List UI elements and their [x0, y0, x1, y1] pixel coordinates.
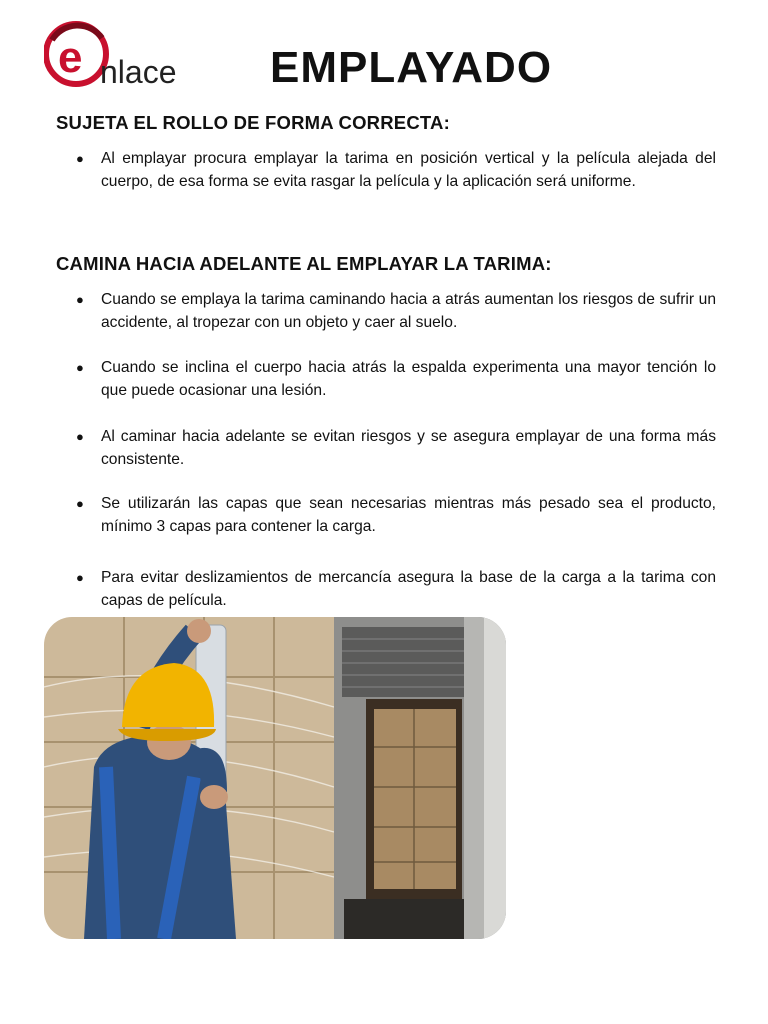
logo-initial: e: [58, 33, 83, 82]
section-heading-roll: SUJETA EL ROLLO DE FORMA CORRECTA:: [56, 112, 450, 133]
company-logo: [44, 20, 214, 92]
bullet-icon: ●: [76, 496, 84, 511]
list-item: ● Al caminar hacia adelante se evitan riesgos y se asegura emplayar de una forma más consistente.: [76, 425, 716, 471]
list-item: ● Cuando se emplaya la tarima caminando hacia a atrás aumentan los riesgos de sufrir un accidente, al tropezar con un objeto y caer al suelo.: [76, 288, 716, 334]
bullet-icon: ●: [76, 570, 84, 585]
page-title: EMPLAYADO: [270, 43, 553, 92]
section-heading-walk: CAMINA HACIA ADELANTE AL EMPLAYAR LA TARIMA:: [56, 253, 552, 274]
bullet-icon: ●: [76, 360, 84, 375]
bullet-icon: ●: [76, 429, 84, 444]
bullet-icon: ●: [76, 151, 84, 166]
list-item: ● Para evitar deslizamientos de mercancía asegura la base de la carga a la tarima con capas de película.: [76, 566, 716, 612]
worker-wrapping-photo: [44, 617, 506, 939]
list-item: ● Al emplayar procura emplayar la tarima en posición vertical y la película alejada del cuerpo, de esa forma se evita rasgar la película y la aplicación será uniforme.: [76, 147, 716, 193]
logo-text: nlace: [100, 54, 177, 90]
list-item: ● Cuando se inclina el cuerpo hacia atrás la espalda experimenta una mayor tención lo que puede ocasionar una lesión.: [76, 356, 716, 402]
list-item: ● Se utilizarán las capas que sean necesarias mientras más pesado sea el producto, mínimo 3 capas para contener la carga.: [76, 492, 716, 538]
bullet-icon: ●: [76, 292, 84, 307]
